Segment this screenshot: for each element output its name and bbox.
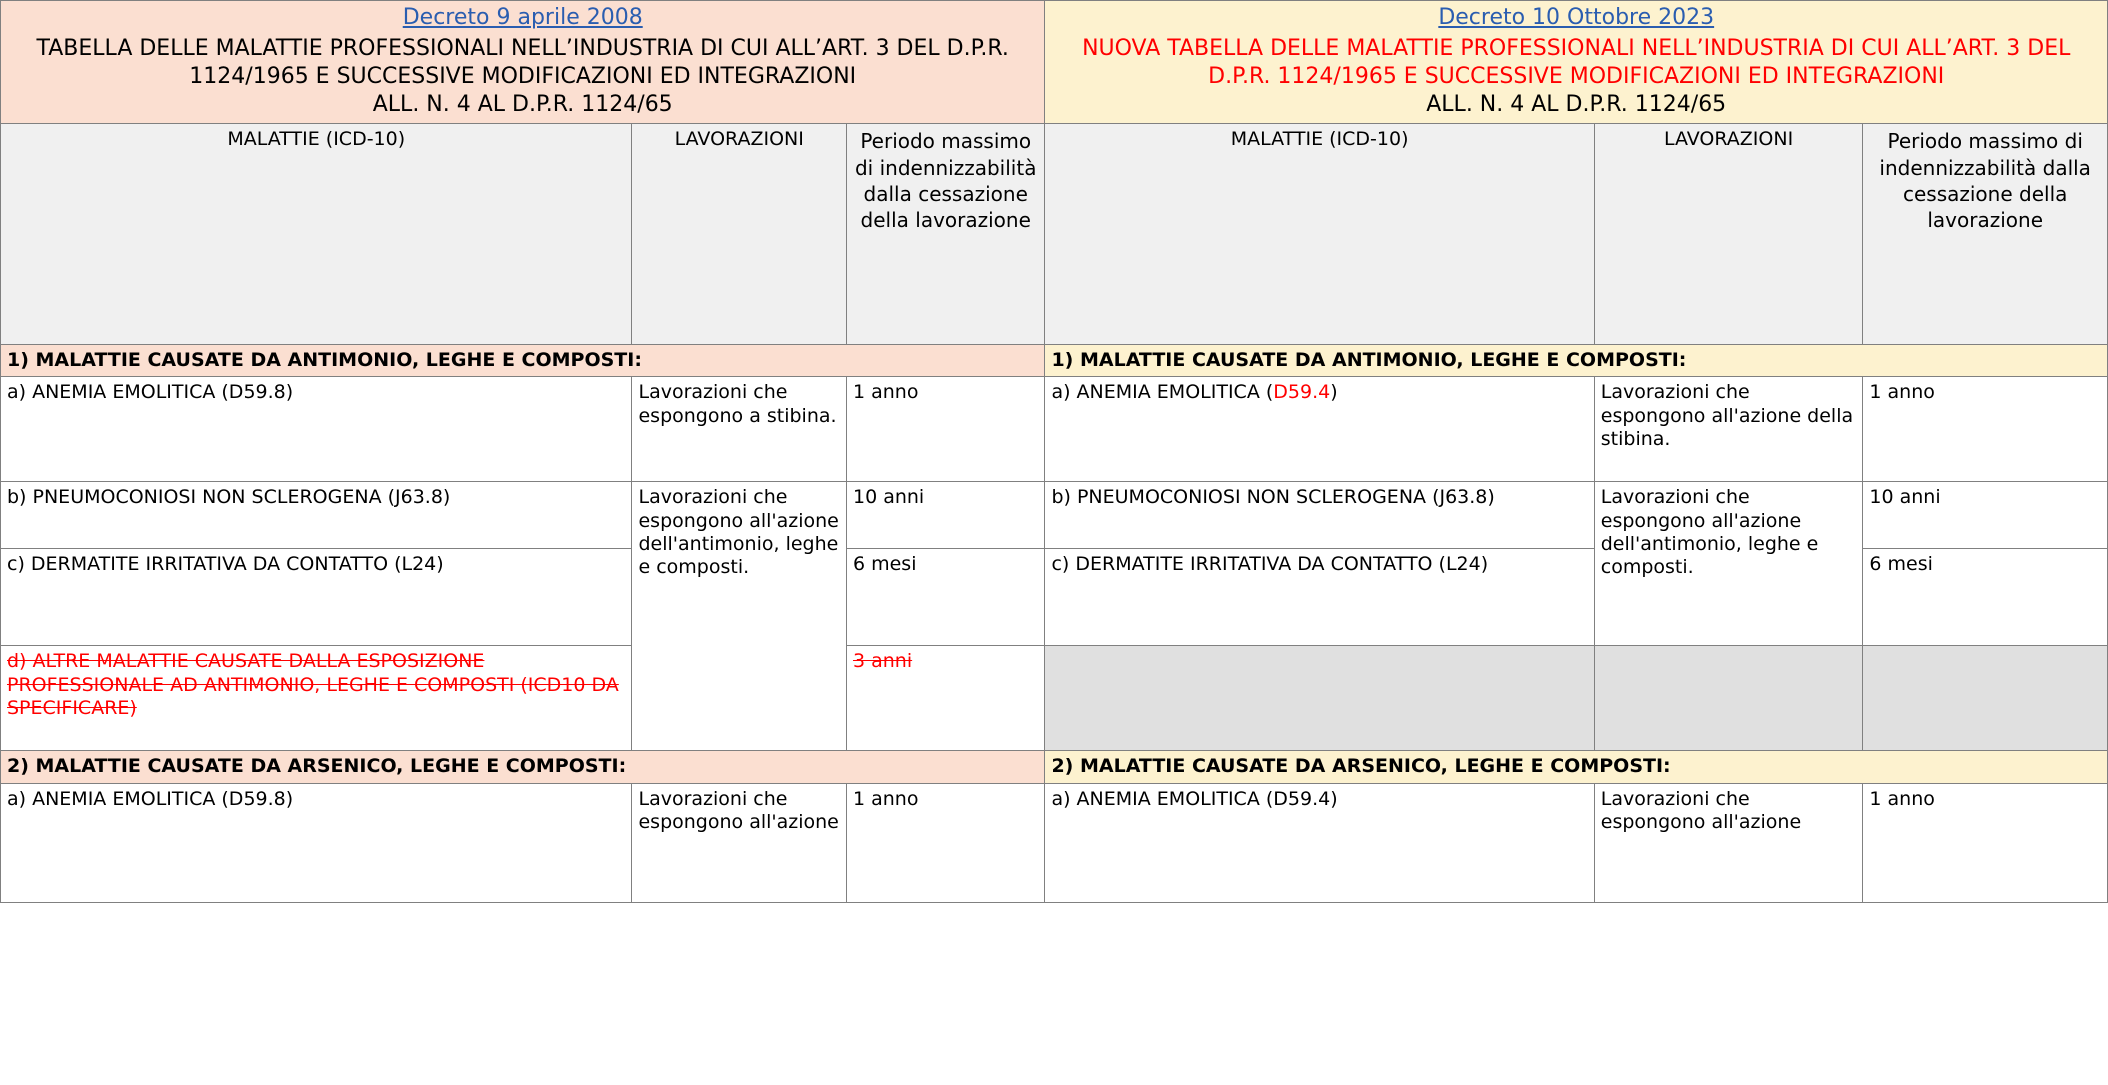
old-disease-1a: a) ANEMIA EMOLITICA (D59.8): [1, 377, 632, 482]
col-header-new-period: Periodo massimo di indennizzabilità dalla cessazione della lavorazione: [1863, 124, 2108, 345]
new-period-1c: 6 mesi: [1863, 549, 2108, 646]
old-work-2a: Lavorazioni che espongono all'azione: [632, 783, 847, 902]
section-1-old-title: 1) MALATTIE CAUSATE DA ANTIMONIO, LEGHE E COMPOSTI:: [1, 345, 1045, 377]
new-disease-1c: c) DERMATITE IRRITATIVA DA CONTATTO (L24): [1045, 549, 1594, 646]
old-disease-1c: c) DERMATITE IRRITATIVA DA CONTATTO (L24): [1, 549, 632, 646]
new-work-1d-empty: [1594, 646, 1863, 751]
old-period-1b: 10 anni: [846, 482, 1044, 549]
section-1-title-row: [1, 345, 2108, 377]
new-disease-1a: [1045, 377, 1594, 482]
new-disease-1a-code: D59.4: [1273, 381, 1331, 404]
col-header-old-diseases: MALATTIE (ICD-10): [1, 124, 632, 345]
section-2-old-title: 2) MALATTIE CAUSATE DA ARSENICO, LEGHE E COMPOSTI:: [1, 751, 1045, 783]
new-decree-link[interactable]: Decreto 10 Ottobre 2023: [1438, 5, 1715, 30]
col-header-new-works: LAVORAZIONI: [1594, 124, 1863, 345]
section-2-title-row: [1, 751, 2108, 783]
column-header-row: [1, 124, 2108, 345]
table-row: [1, 482, 2108, 549]
col-header-old-period: Periodo massimo di indennizzabilità dalla cessazione della lavorazione: [846, 124, 1044, 345]
section-2-new-title: 2) MALATTIE CAUSATE DA ARSENICO, LEGHE E COMPOSTI:: [1045, 751, 2108, 783]
table-row-deleted: [1, 646, 2108, 751]
new-period-1d-empty: [1863, 646, 2108, 751]
new-period-1a: 1 anno: [1863, 377, 2108, 482]
new-decree-subtitle: ALL. N. 4 AL D.P.R. 1124/65: [1426, 92, 1727, 118]
new-decree-title: NUOVA TABELLA DELLE MALATTIE PROFESSIONALI NELL’INDUSTRIA DI CUI ALL’ART. 3 DEL D.P.R. 1124/1965 E SUCCESSIVE MODIFICAZIONI ED INTEGRAZIONI: [1082, 35, 2071, 89]
old-period-1d: [846, 646, 1044, 751]
new-disease-1a-text: a) ANEMIA EMOLITICA (: [1051, 381, 1274, 404]
new-period-2a: 1 anno: [1863, 783, 2108, 902]
old-disease-2a: a) ANEMIA EMOLITICA (D59.8): [1, 783, 632, 902]
old-period-1c: 6 mesi: [846, 549, 1044, 646]
old-disease-1b: b) PNEUMOCONIOSI NON SCLEROGENA (J63.8): [1, 482, 632, 549]
old-decree-header: [1, 1, 1045, 124]
old-disease-1d-text: d) ALTRE MALATTIE CAUSATE DALLA ESPOSIZIONE PROFESSIONALE AD ANTIMONIO, LEGHE E COMPOSTI (ICD10 DA SPECIFICARE): [7, 650, 619, 719]
new-work-group-1: Lavorazioni che espongono all'azione dell'antimonio, leghe e composti.: [1594, 482, 1863, 646]
new-work-1a: Lavorazioni che espongono all'azione della stibina.: [1594, 377, 1863, 482]
old-work-1a: Lavorazioni che espongono a stibina.: [632, 377, 847, 482]
new-decree-header: [1045, 1, 2108, 124]
old-period-2a: 1 anno: [846, 783, 1044, 902]
old-decree-link[interactable]: Decreto 9 aprile 2008: [402, 5, 643, 30]
old-decree-title: TABELLA DELLE MALATTIE PROFESSIONALI NELL’INDUSTRIA DI CUI ALL’ART. 3 DEL D.P.R. 1124/1965 E SUCCESSIVE MODIFICAZIONI ED INTEGRAZIONI: [36, 35, 1009, 89]
section-1-new-title: 1) MALATTIE CAUSATE DA ANTIMONIO, LEGHE E COMPOSTI:: [1045, 345, 2108, 377]
new-disease-1b: b) PNEUMOCONIOSI NON SCLEROGENA (J63.8): [1045, 482, 1594, 549]
old-disease-1d: [1, 646, 632, 751]
col-header-new-diseases: MALATTIE (ICD-10): [1045, 124, 1594, 345]
old-work-group-1: Lavorazioni che espongono all'azione dell'antimonio, leghe e composti.: [632, 482, 847, 751]
new-work-2a: Lavorazioni che espongono all'azione: [1594, 783, 1863, 902]
new-period-1b: 10 anni: [1863, 482, 2108, 549]
title-row: [1, 1, 2108, 124]
table-row: [1, 783, 2108, 902]
new-disease-1a-text-end: ): [1330, 381, 1338, 404]
old-decree-subtitle: ALL. N. 4 AL D.P.R. 1124/65: [372, 92, 673, 118]
new-disease-1d-empty: [1045, 646, 1594, 751]
old-period-1a: 1 anno: [846, 377, 1044, 482]
table-row: [1, 377, 2108, 482]
new-disease-2a: a) ANEMIA EMOLITICA (D59.4): [1045, 783, 1594, 902]
old-period-1d-text: 3 anni: [852, 650, 913, 673]
col-header-old-works: LAVORAZIONI: [632, 124, 847, 345]
